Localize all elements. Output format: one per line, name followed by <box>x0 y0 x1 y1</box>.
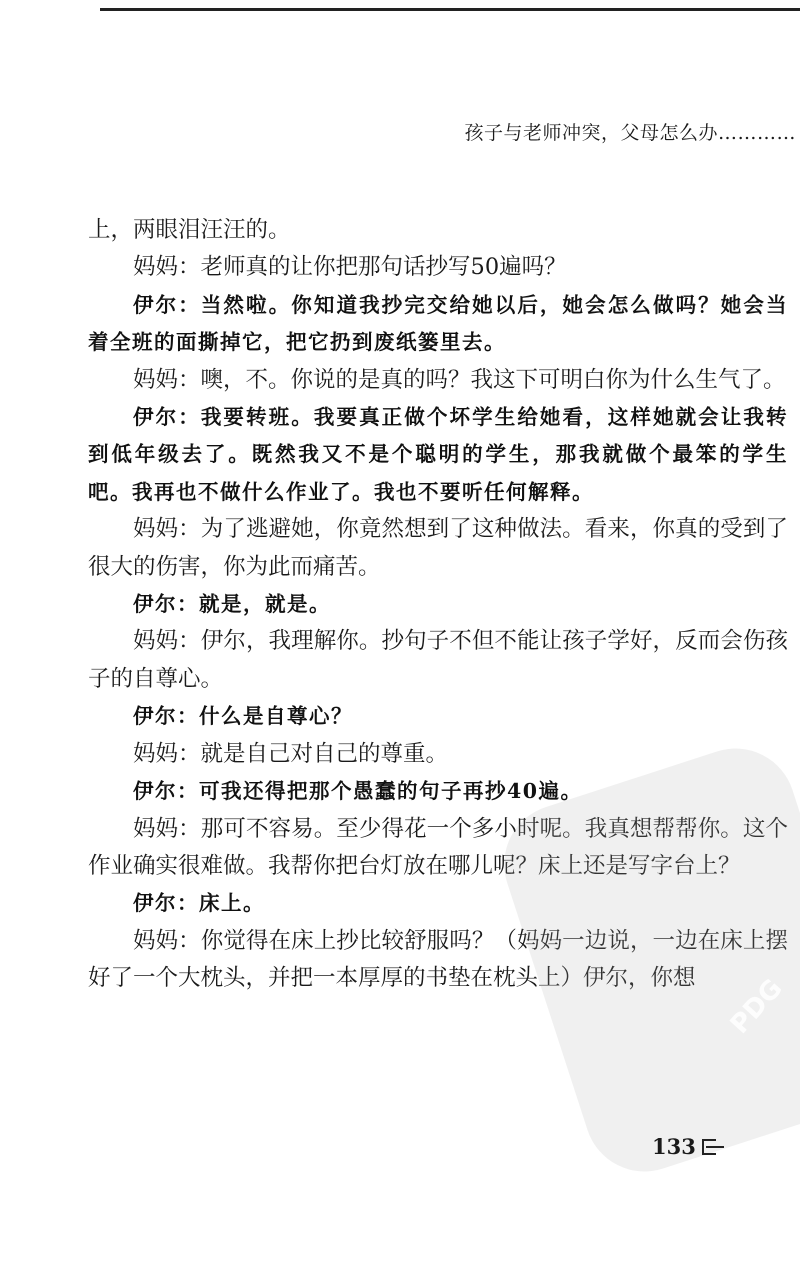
paragraph-yier: 伊尔：什么是自尊心？ <box>133 704 353 729</box>
paragraph-yier: 伊尔：就是，就是。 <box>133 592 331 617</box>
folio-ornament-icon <box>700 1138 724 1156</box>
paragraph-mom: 妈妈：为了逃避她，你竟然想到了这种做法。看来，你真的受到了很大的伤害，你为此而痛苦。 <box>88 516 788 580</box>
paragraph-yier: 伊尔：当然啦。你知道我抄完交给她以后，她会怎么做吗？她会当着全班的面撕掉它，把它扔到废纸篓里去。 <box>88 292 788 355</box>
paragraph-yier: 伊尔：可我还得把那个愚蠢的句子再抄40遍。 <box>133 779 583 804</box>
paragraph-yier: 伊尔：我要转班。我要真正做个坏学生给她看，这样她就会让我转到低年级去了。既然我又不是个聪明的学生，那我就做个最笨的学生吧。我再也不做什么作业了。我也不要听任何解释。 <box>88 405 788 504</box>
paragraph-mom: 妈妈：老师真的让你把那句话抄写50遍吗？ <box>133 254 567 281</box>
running-head: 孩子与老师冲突，父母怎么办………… <box>464 122 796 144</box>
top-rule <box>100 8 800 11</box>
body-text <box>88 212 788 998</box>
page-footer <box>652 1134 724 1159</box>
paragraph-mom: 妈妈：伊尔，我理解你。抄句子不但不能让孩子学好，反而会伤孩子的自尊心。 <box>88 628 788 692</box>
paragraph-mom: 妈妈：就是自己对自己的尊重。 <box>133 740 449 767</box>
paragraph-mom: 妈妈：你觉得在床上抄比较舒服吗？（妈妈一边说，一边在床上摆好了一个大枕头，并把一本厚厚的书垫在枕头上）伊尔，你想 <box>88 927 788 992</box>
paragraph-mom: 妈妈：噢，不。你说的是真的吗？我这下可明白你为什么生气了。 <box>133 366 786 393</box>
paragraph-yier: 伊尔：床上。 <box>133 891 265 916</box>
paragraph-mom: 妈妈：那可不容易。至少得花一个多小时呢。我真想帮帮你。这个作业确实很难做。我帮你把台灯放在哪儿呢？床上还是写字台上？ <box>88 815 788 879</box>
paragraph-continuation: 上，两眼泪汪汪的。 <box>88 217 291 243</box>
watermark-text: PDG <box>724 973 789 1040</box>
page-number: 133 <box>652 1134 696 1159</box>
